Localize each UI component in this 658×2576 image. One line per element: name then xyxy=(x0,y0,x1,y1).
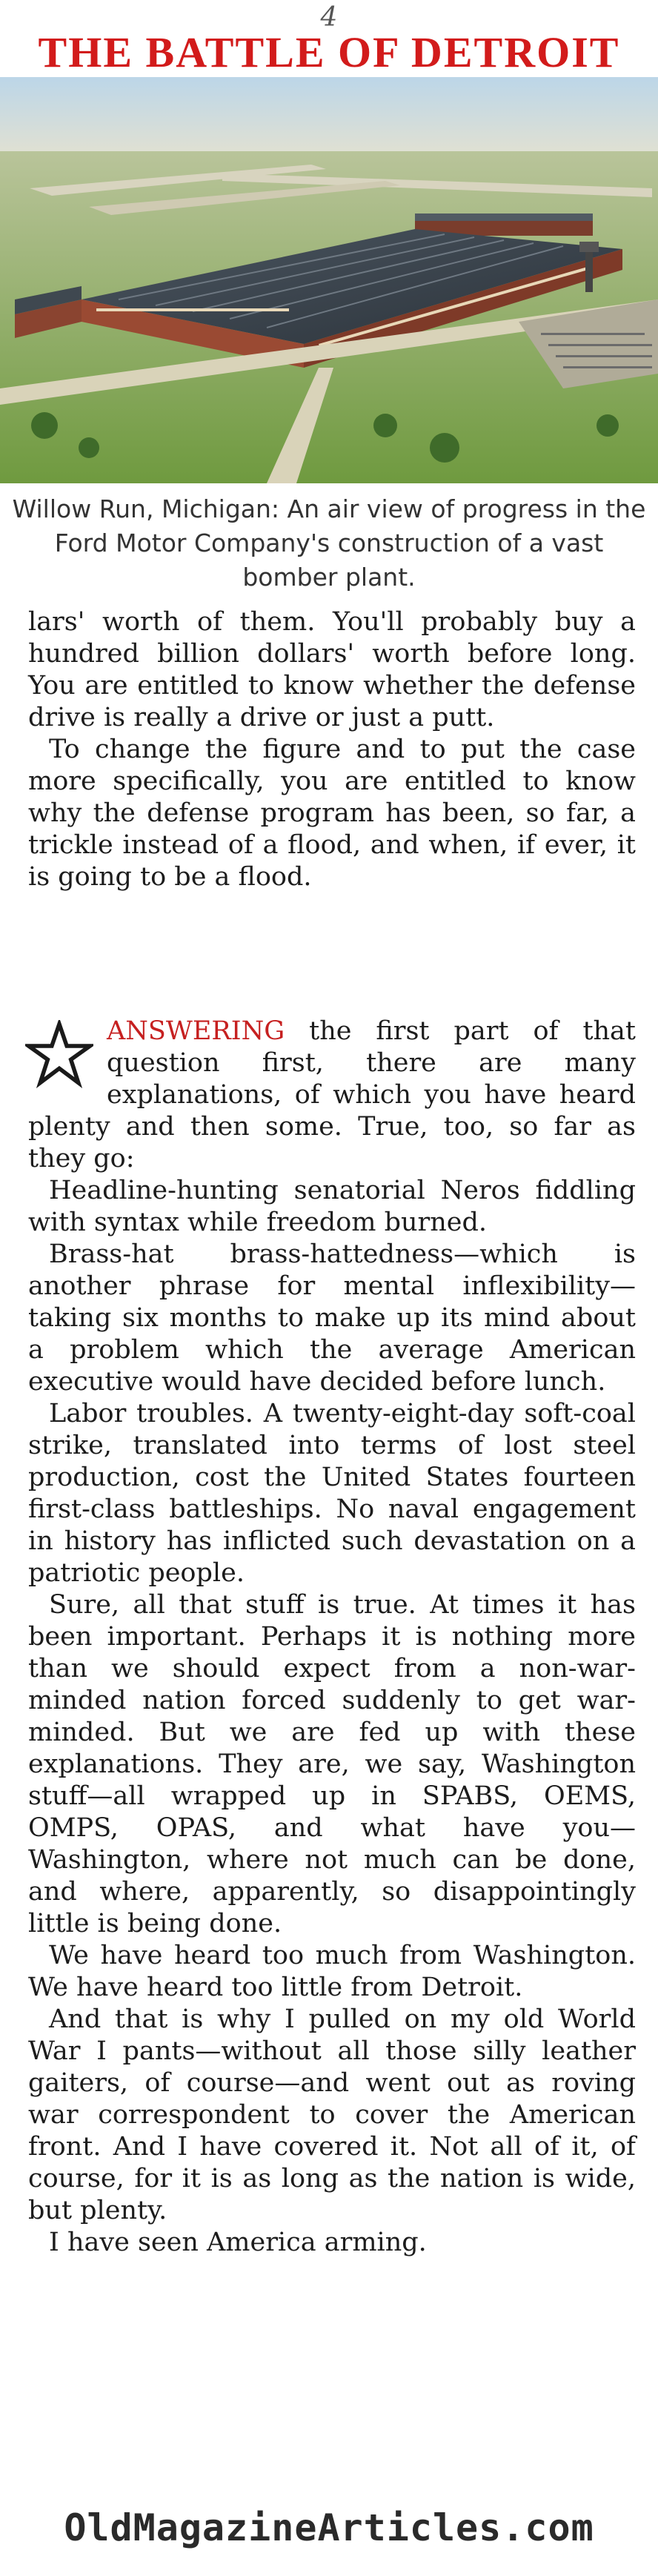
intro-paragraph-2: To change the figure and to put the case more specifically, you are entitled to know why the defense program has been, so far, a trickle instead of a flood, and when, if ever, it is going to be a flood. xyxy=(28,735,636,892)
section-paragraph-2: Brass-hat brass-hattedness—which is another phrase for mental inflexibility—taking six months to make up its mind about a problem which the average American executive would have decided before lunch. xyxy=(28,1239,636,1397)
section-paragraph-3: Labor troubles. A twenty-eight-day soft-coal strike, translated into terms of lost steel production, cost the United States fourteen first-class battleships. No naval engagement in history has inflicted such devastation on a patriotic people. xyxy=(28,1399,636,1588)
section-lead-word: ANSWERING xyxy=(107,1016,285,1046)
aerial-photo xyxy=(0,77,658,483)
section-paragraph-6: And that is why I pulled on my old World War I pants—without all those silly leather gaiters, of course—and went out as roving war correspondent to cover the American front. And I have covered it. Not all of it, of course, for it is as long as the nation is wide, but plenty. xyxy=(28,2004,636,2225)
answering-section xyxy=(28,1016,636,2259)
section-paragraph-4: Sure, all that stuff is true. At times it has been important. Perhaps it is nothing more than we should expect from a non-war-minded nation forced suddenly to get war-minded. But we are fed up with these explanations. They are, we say, Washington stuff—all wrapped up in SPABS, OEMS, OMPS, OPAS, and what have you—Washington, where not much can be done, and where, apparently, so disappointingly little is being done. xyxy=(28,1590,636,1938)
section-paragraph-7: I have seen America arming. xyxy=(49,2228,427,2257)
star-outline-icon xyxy=(25,1020,93,1088)
photo-caption: Willow Run, Michigan: An air view of progress in the Ford Motor Company's construction of a vast bomber plant. xyxy=(12,494,646,592)
site-watermark: OldMagazineArticles.com xyxy=(64,2506,594,2549)
intro-paragraph-1: lars' worth of them. You'll probably buy a hundred billion dollars' worth before long. You are entitled to know whether the defense drive is really a drive or just a putt. xyxy=(28,607,636,732)
section-lead-paragraph xyxy=(28,1016,636,1175)
page-number: 4 xyxy=(320,2,338,33)
section-lead-rest: the first part of that question first, there are many explanations, of which you have heard plenty and then some. True, too, so far as they go: xyxy=(28,1016,636,1173)
intro-text xyxy=(28,606,636,893)
page-title: THE BATTLE OF DETROIT xyxy=(38,28,620,76)
section-paragraph-1: Headline-hunting senatorial Neros fiddling with syntax while freedom burned. xyxy=(28,1176,636,1237)
section-paragraph-5: We have heard too much from Washington. We have heard too little from Detroit. xyxy=(28,1941,636,2002)
